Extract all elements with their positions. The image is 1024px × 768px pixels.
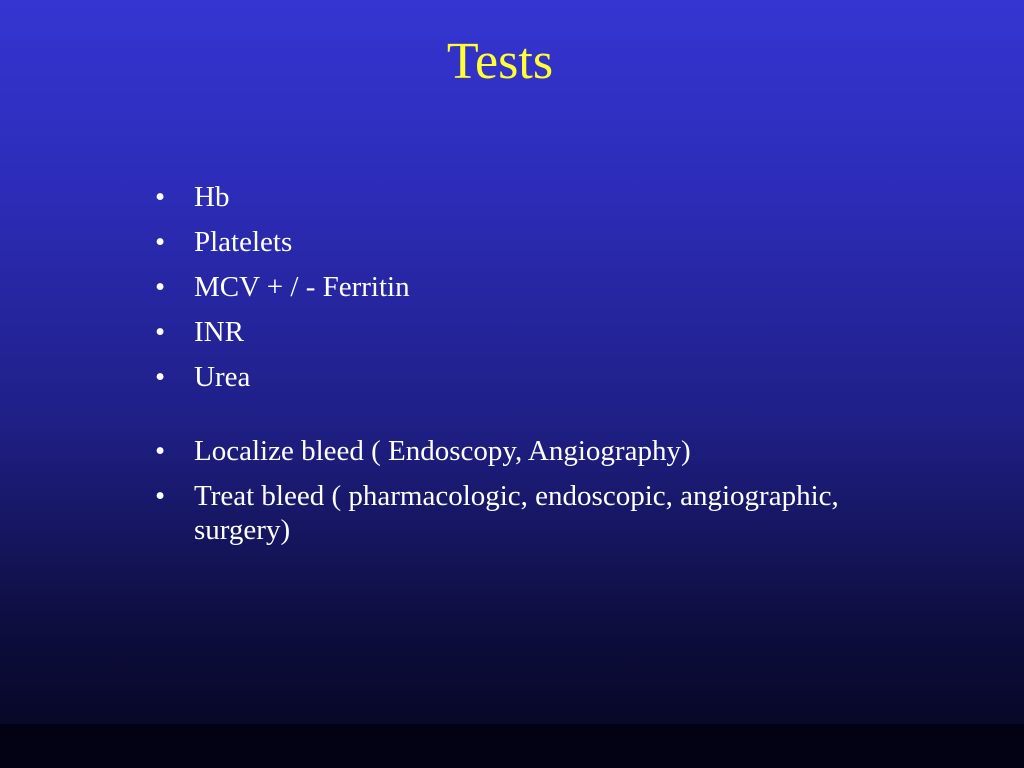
bullet-item-mcv-ferritin	[150, 270, 850, 304]
bullet-text: INR	[194, 316, 244, 348]
bullet-dot-icon: •	[155, 226, 166, 258]
slide-title: Tests	[446, 33, 554, 90]
bullet-dot-icon: •	[155, 316, 166, 348]
bullet-item-urea	[150, 360, 850, 394]
bullet-text: MCV + / - Ferritin	[194, 271, 410, 303]
bullet-text: Urea	[194, 361, 251, 393]
bullet-list	[150, 180, 850, 558]
bullet-dot-icon: •	[155, 480, 166, 512]
bullet-dot-icon: •	[155, 181, 166, 213]
bullet-dot-icon: •	[155, 435, 166, 467]
bullet-text: Localize bleed ( Endoscopy, Angiography)	[194, 435, 691, 467]
bullet-text: Hb	[194, 181, 230, 213]
bullet-text: Treat bleed ( pharmacologic, endoscopic, angiographic, surgery)	[194, 480, 839, 546]
bullet-text: Platelets	[194, 226, 293, 258]
bullet-dot-icon: •	[155, 271, 166, 303]
bullet-item-platelets	[150, 225, 850, 259]
bullet-item-localize-bleed	[150, 434, 850, 468]
bullet-dot-icon: •	[155, 361, 166, 393]
bullet-item-treat-bleed	[150, 479, 850, 547]
bullet-item-hb	[150, 180, 850, 214]
bullet-item-inr	[150, 315, 850, 349]
bottom-band	[0, 724, 1024, 768]
